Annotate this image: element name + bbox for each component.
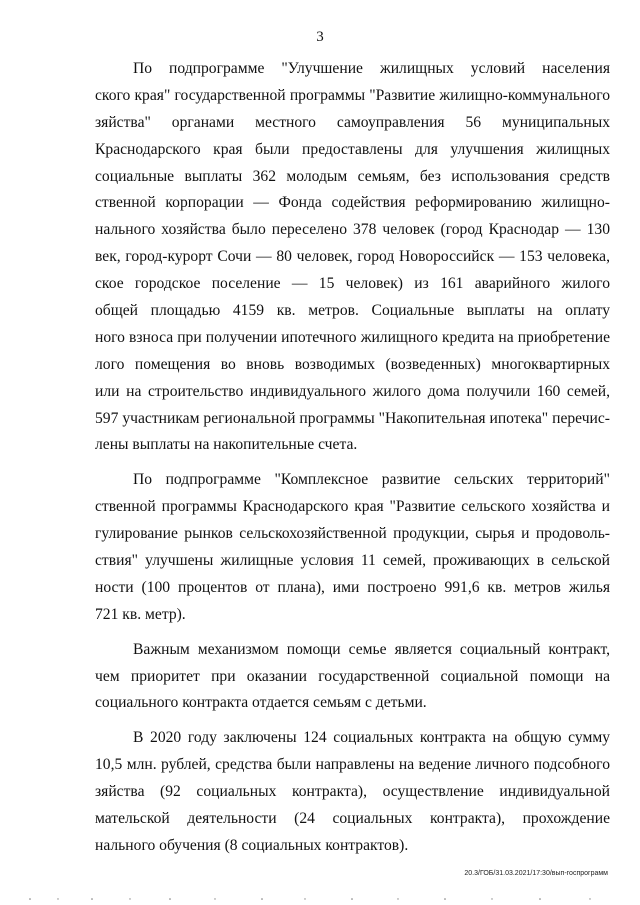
text-line: общей площадью 4159 кв. метров. Социальные выплаты на оплату (95, 302, 610, 320)
text-line: По подпрограмме "Комплексное развитие сельских территорий" (133, 471, 610, 489)
text-line: ского края" государственной программы "Развитие жилищно-коммунального (95, 86, 610, 104)
text-line: нального хозяйства было переселено 378 человек (город Краснодар — 130 (95, 221, 610, 239)
text-line: нального обучения (8 социальных контрактов). (95, 836, 409, 854)
text-line: мательской деятельности (24 социальных контракта), прохождение (95, 810, 610, 828)
text-line: ствия" улучшены жилищные условия 11 семей, проживающих в сельской (95, 552, 610, 570)
text-line: социального контракта отдается семьям с детьми. (95, 694, 427, 712)
text-line: лены выплаты на накопительные счета. (95, 436, 358, 454)
text-line: лого помещения во вновь возводимых (возведенных) многоквартирных (95, 355, 610, 373)
text-line: ности (100 процентов от плана), ими построено 991,6 кв. метров жилья (95, 578, 610, 596)
text-line: гулирование рынков сельскохозяйственной продукции, сырья и продоволь- (95, 525, 610, 543)
text-line: социальные выплаты 362 молодым семьям, без использования средств (95, 167, 610, 185)
text-line: Важным механизмом помощи семье является социальный контракт, (133, 640, 610, 658)
paragraph-contracts-2020 (95, 725, 610, 859)
text-line: ственной программы Краснодарского края "Развитие сельского хозяйства и (95, 498, 610, 516)
text-line: чем приоритет при оказании государственной социальной помощи на (95, 667, 610, 685)
page-number: 3 (316, 29, 324, 45)
text-line: век, город-курорт Сочи — 80 человек, город Новороссийск — 153 человека, (95, 248, 610, 266)
document-body (95, 56, 610, 860)
text-line: ного взноса при получении ипотечного жилищного кредита на приобретение (95, 328, 610, 346)
paragraph-rural-subprogram (95, 467, 610, 628)
text-line: ственной корпорации — Фонда содействия реформированию жилищно- (95, 194, 610, 212)
scan-artifact-dots (0, 896, 640, 902)
text-line: 597 участникам региональной программы "Накопительная ипотека" перечис- (95, 409, 610, 427)
text-line: По подпрограмме "Улучшение жилищных условий населения (133, 60, 610, 77)
text-line: 721 кв. метр). (95, 605, 186, 623)
text-line: 10,5 млн. рублей, средства были направлены на ведение личного подсобного (95, 756, 610, 774)
paragraph-housing-subprogram (95, 56, 610, 459)
text-line: зяйства" органами местного самоуправления 56 муниципальных (95, 113, 610, 131)
paragraph-social-contract (95, 637, 610, 718)
text-line: Краснодарского края были предоставлены для улучшения жилищных (95, 140, 610, 158)
text-line: зяйства (92 социальных контракта), осуществление индивидуальной (95, 783, 610, 801)
document-footer-code: 20.3/ГОБ/31.03.2021/17:30/вып-госпрограмм (464, 870, 608, 877)
text-line: или на строительство индивидуального жилого дома получили 160 семей, (95, 382, 610, 400)
text-line: В 2020 году заключены 124 социальных контракта на общую сумму (133, 729, 610, 747)
text-line: ское городское поселение — 15 человек) из 161 аварийного жилого (95, 275, 610, 293)
